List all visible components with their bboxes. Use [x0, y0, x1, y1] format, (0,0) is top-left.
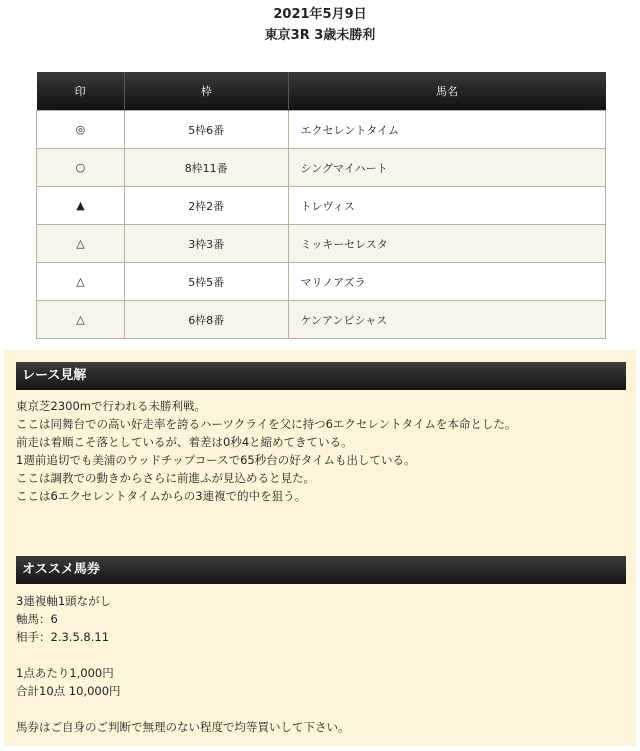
mark-cell: ○ [37, 149, 125, 187]
table-row [37, 149, 606, 187]
analysis-line: 東京芝2300mで行われる未勝利戦。 [16, 399, 206, 413]
picks-table [36, 72, 606, 339]
mark-cell: ▲ [37, 187, 125, 225]
waku-cell: 2枠2番 [124, 187, 288, 225]
waku-cell: 5枠5番 [124, 263, 288, 301]
race-header [0, 0, 640, 44]
horse-name-cell: シングマイハート [288, 149, 605, 187]
table-row [37, 111, 606, 149]
race-date: 2021年5月9日 [273, 7, 367, 22]
horse-name-cell: エクセレントタイム [288, 111, 605, 149]
horse-name-cell: ミッキーセレスタ [288, 225, 605, 263]
table-row [37, 301, 606, 339]
analysis-text [16, 397, 516, 505]
table-row [37, 187, 606, 225]
horse-name-cell: ケンアンビシャス [288, 301, 605, 339]
horse-name-cell: トレヴィス [288, 187, 605, 225]
partner-horses: 相手：2.3.5.8.11 [16, 630, 110, 644]
analysis-line: 1週前追切でも美浦のウッドチップコースで65秒台の好タイムも出している。 [16, 453, 416, 467]
table-header-row [37, 72, 606, 111]
header-mark: 印 [37, 72, 125, 111]
analysis-line: 前走は着順こそ落としているが、着差は0秒4と縮めてきている。 [16, 435, 353, 449]
analysis-line: ここは6エクセレントタイムからの3連複で的中を狙う。 [16, 489, 307, 503]
mark-cell: △ [37, 263, 125, 301]
axis-horse: 軸馬：6 [16, 612, 58, 626]
waku-cell: 5枠6番 [124, 111, 288, 149]
waku-cell: 6枠8番 [124, 301, 288, 339]
disclaimer-note: 馬券はご自身のご判断で無理のない程度で均等買いして下さい。 [16, 720, 350, 734]
analysis-line: ここは同舞台での高い好走率を誇るハーツクライを父に持つ6エクセレントタイムを本命とした。 [16, 417, 517, 431]
header-waku: 枠 [124, 72, 288, 111]
table-row [37, 263, 606, 301]
header-horse-name: 馬名 [288, 72, 605, 111]
analysis-heading: レース見解 [16, 362, 626, 390]
mark-cell: ◎ [37, 111, 125, 149]
per-point-amount: 1点あたり1,000円 [16, 666, 114, 680]
race-title: 東京3R 3歳未勝利 [264, 28, 376, 43]
mark-cell: △ [37, 225, 125, 263]
mark-cell: △ [37, 301, 125, 339]
recommend-text [16, 592, 350, 736]
horse-name-cell: マリノアズラ [288, 263, 605, 301]
waku-cell: 8枠11番 [124, 149, 288, 187]
analysis-line: ここは調教での動きからさらに前進ふが見込めると見た。 [16, 471, 315, 485]
waku-cell: 3枠3番 [124, 225, 288, 263]
recommend-heading: オススメ馬券 [16, 556, 626, 584]
total-amount: 合計10点 10,000円 [16, 684, 121, 698]
table-row [37, 225, 606, 263]
bet-type: 3連複軸1頭ながし [16, 594, 112, 608]
